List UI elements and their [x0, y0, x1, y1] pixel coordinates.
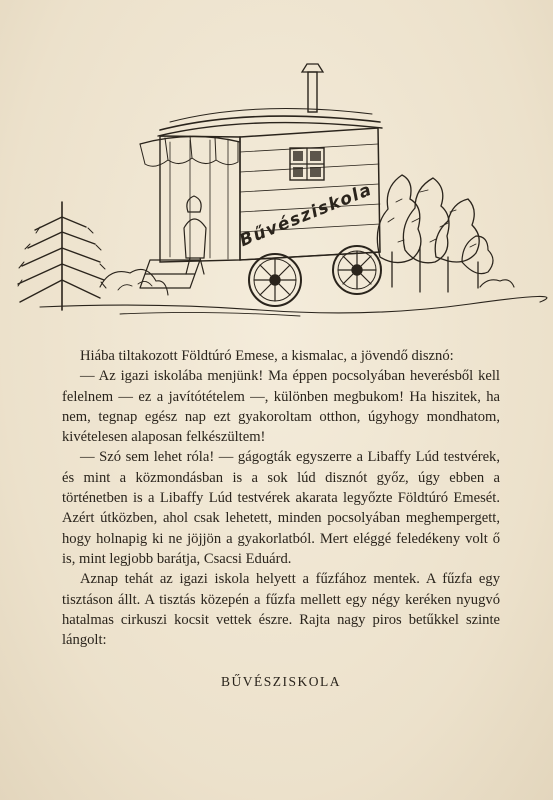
- wagon-wheel-left: [249, 254, 301, 306]
- paragraph-1: Hiába tiltakozott Földtúró Emese, a kismalac, a jövendő disznó:: [80, 348, 454, 364]
- circus-wagon-illustration: [0, 52, 553, 322]
- paragraph-2: — Az igazi iskolába menjünk! Ma éppen pocsolyában heverésből kell felelnem — ez a javítótételem —, különben megbukom! Ha hiszitek, ha nem, tegnap egész nap ezt gyakoroltam otthon, úgyhogy mondhatom, kivételesen alaposan felkészültem!: [62, 368, 500, 446]
- circus-wagon: [140, 64, 382, 306]
- story-text: [62, 346, 500, 693]
- paragraph-3: — Szó sem lehet róla! — gágogták egyszerre a Libaffy Lúd testvérek, és mint a közmondásban is a sok lúd disznót győz, úgy ebben a történetben is a Libaffy Lúd testvérek akarata legyőzte Földtúró Emesét. Azért útközben, ahol csak lehetett, minden pocsolyában meghempergett, hogy holnapig ki ne jöjjön a gyakorlatból. Mert eléggé feledékeny volt ő is, mint legjobb barátja, Csacsi Eduárd.: [62, 449, 500, 567]
- bűvésziskola-heading: BŰVÉSZISKOLA: [220, 674, 341, 690]
- right-trees: [377, 175, 514, 292]
- wagon-sign-text: Bűvésziskola: [236, 179, 376, 252]
- left-pine-tree: [18, 202, 106, 310]
- paragraph-4: Aznap tehát az igazi iskola helyett a fűzfához mentek. A fűzfa egy tisztáson állt. A tisztás közepén a fűzfa mellett egy négy keréken nyugvó hatalmas cirkuszi kocsit vettek észre. Rajta nagy piros betűkkel szinte lángolt:: [62, 571, 500, 649]
- wagon-wheel-right: [333, 246, 381, 294]
